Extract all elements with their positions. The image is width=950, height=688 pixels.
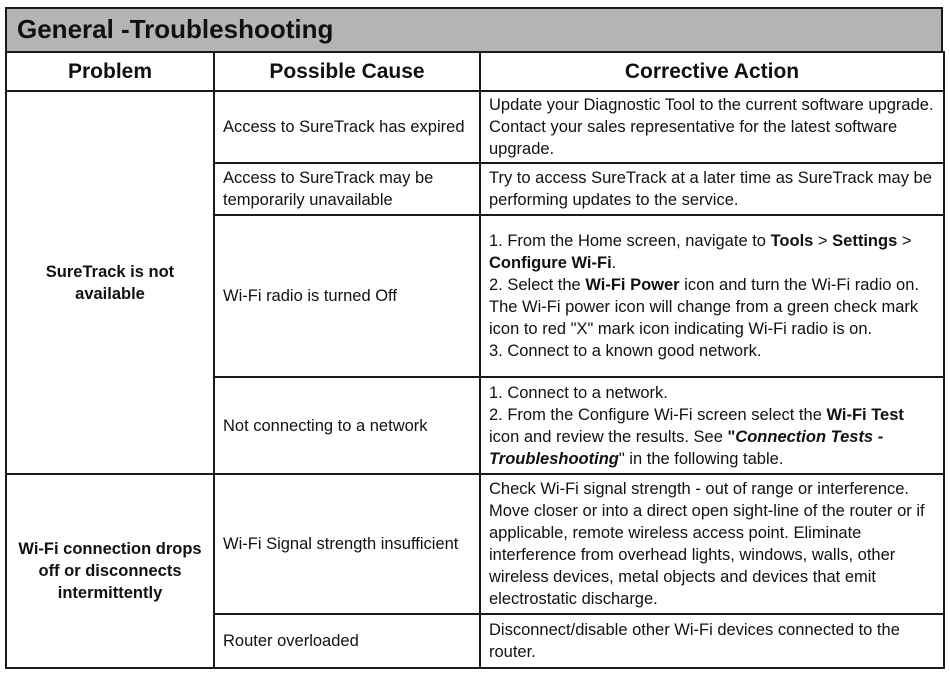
menu-path-tools: Tools (770, 232, 814, 250)
cause-cell: Access to SureTrack may be temporarily unavailable (214, 163, 480, 215)
action-step (489, 274, 937, 340)
troubleshooting-table (5, 51, 945, 669)
action-step (489, 404, 937, 470)
cause-cell: Access to SureTrack has expired (214, 91, 480, 163)
column-header-action: Corrective Action (480, 52, 944, 91)
action-cell: Disconnect/disable other Wi-Fi devices connected to the router. (480, 614, 944, 668)
column-header-problem: Problem (6, 52, 214, 91)
action-cell: Check Wi-Fi signal strength - out of range or interference. Move closer or into a direct open sight-line of the router or if applicable, remote wireless access point. Eliminate interference from overhead lights, windows, walls, other wireless devices, metal objects and devices that emit electrostatic discharge. (480, 474, 944, 614)
step-text: > (897, 232, 912, 250)
step-text: icon and review the results. See (489, 427, 728, 446)
header-row (6, 52, 944, 91)
wifi-test-label: Wi-Fi Test (826, 405, 904, 424)
step-text: > (813, 232, 833, 250)
connection-tests-reference: Connection Tests - Troubleshooting (489, 427, 884, 468)
troubleshooting-document (5, 7, 943, 669)
action-step: 1. Connect to a network. (489, 383, 668, 402)
step-text: 2. From the Configure Wi-Fi screen select the (489, 405, 827, 424)
cause-cell: Router overloaded (214, 614, 480, 668)
action-cell (480, 215, 944, 377)
action-step (489, 230, 937, 274)
step-text: 2. Select the (489, 276, 586, 294)
step-text: icon and turn the Wi-Fi radio on. The Wi-Fi power icon will change from a green check mark icon to red "X" mark icon indicating Wi-Fi radio is on. (489, 276, 919, 338)
wifi-power-label: Wi-Fi Power (585, 276, 680, 294)
step-text: in the following table. (624, 449, 784, 468)
step-text: 1. From the Home screen, navigate to (489, 232, 771, 250)
menu-path-configure-wifi: Configure Wi-Fi (489, 254, 612, 272)
problem-cell: Wi-Fi connection drops off or disconnects intermittently (6, 474, 214, 668)
action-cell: Update your Diagnostic Tool to the current software upgrade. Contact your sales representative for the latest software upgrade. (480, 91, 944, 163)
quote-mark: " (727, 427, 736, 446)
problem-cell: SureTrack is not available (6, 91, 214, 474)
quote-mark: " (618, 449, 625, 468)
table-row (6, 474, 944, 614)
cause-cell: Wi-Fi radio is turned Off (214, 215, 480, 377)
table-row (6, 91, 944, 163)
action-cell: Try to access SureTrack at a later time as SureTrack may be performing updates to the service. (480, 163, 944, 215)
cause-cell: Not connecting to a network (214, 377, 480, 474)
column-header-cause: Possible Cause (214, 52, 480, 91)
cause-cell: Wi-Fi Signal strength insufficient (214, 474, 480, 614)
table-title: General -Troubleshooting (5, 7, 943, 51)
step-text: . (611, 254, 617, 272)
action-step: 3. Connect to a known good network. (489, 342, 762, 360)
menu-path-settings: Settings (832, 232, 898, 250)
action-cell (480, 377, 944, 474)
